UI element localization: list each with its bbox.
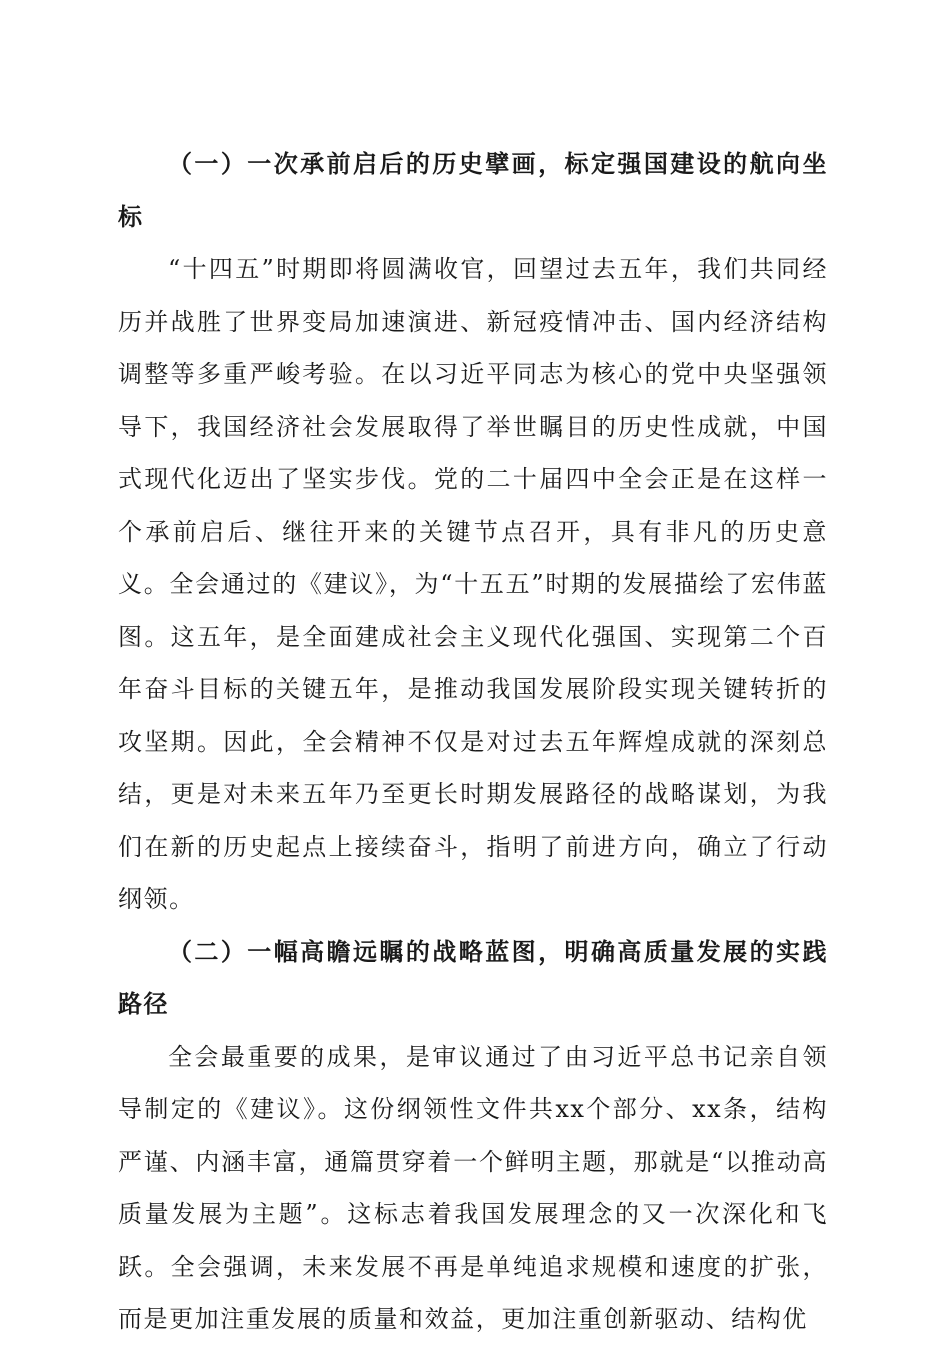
section-heading-1: （一）一次承前启后的历史擘画，标定强国建设的航向坐标 bbox=[118, 149, 828, 231]
section-paragraph-1: “十四五”时期即将圆满收官，回望过去五年，我们共同经历并战胜了世界变局加速演进、新冠疫情冲击、国内经济结构调整等多重严峻考验。在以习近平同志为核心的党中央坚强领导下，我国经济社会发展取得了举世瞩目的历史性成就，中国式现代化迈出了坚实步伐。党的二十届四中全会正是在这样一个承前启后、继往开来的关键节点召开，具有非凡的历史意义。全会通过的《建议》，为“十五五”时期的发展描绘了宏伟蓝图。这五年，是全面建成社会主义现代化强国、实现第二个百年奋斗目标的关键五年，是推动我国发展阶段实现关键转折的攻坚期。因此，全会精神不仅是对过去五年辉煌成就的深刻总结，更是对未来五年乃至更长时期发展路径的战略谋划，为我们在新的历史起点上接续奋斗，指明了前进方向，确立了行动纲领。 bbox=[118, 255, 828, 913]
document-body bbox=[118, 138, 828, 1346]
section-paragraph-2: 全会最重要的成果，是审议通过了由习近平总书记亲自领导制定的《建议》。这份纲领性文件共xx个部分、xx条，结构严谨、内涵丰富，通篇贯穿着一个鲜明主题，那就是“以推动高质量发展为主题”。这标志着我国发展理念的又一次深化和飞跃。全会强调，未来发展不再是单纯追求规模和速度的扩张，而是更加注重发展的质量和效益，更加注重创新驱动、结构优 bbox=[118, 1042, 828, 1333]
section-heading-2: （二）一幅高瞻远瞩的战略蓝图，明确高质量发展的实践路径 bbox=[118, 936, 828, 1018]
